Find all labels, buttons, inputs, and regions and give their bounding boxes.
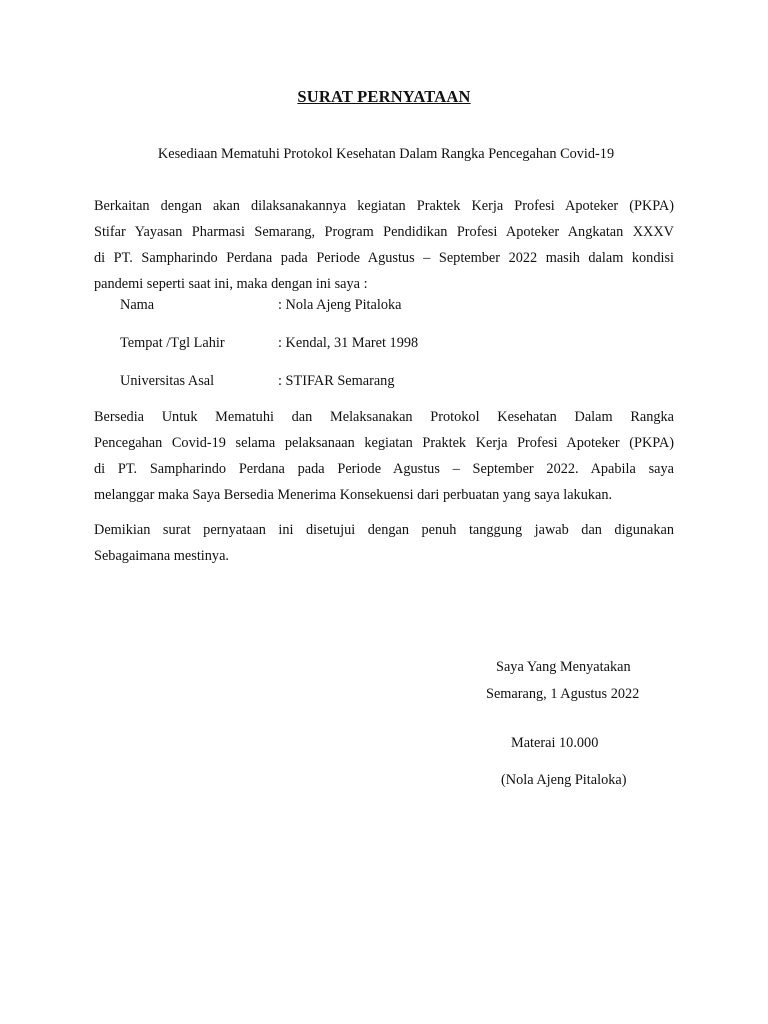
field-value: : Kendal, 31 Maret 1998 [278,335,419,351]
document-title: SURAT PERNYATAAN [297,87,471,106]
signature-name: (Nola Ajeng Pitaloka) [501,772,627,788]
field-value: : STIFAR Semarang [278,373,395,389]
paragraph-line: pandemi seperti saat ini, maka dengan ini saya : [94,276,368,292]
paragraph-line: di PT. Sampharindo Perdana pada Periode Agustus – September 2022 masih dalam kondisi [94,250,674,266]
paragraph-line: Demikian surat pernyataan ini disetujui dengan penuh tanggung jawab dan digunakan [94,522,674,538]
paragraph-line: Bersedia Untuk Mematuhi dan Melaksanakan Protokol Kesehatan Dalam Rangka [94,409,674,425]
document-subtitle: Kesediaan Mematuhi Protokol Kesehatan Dalam Rangka Pencegahan Covid-19 [157,146,615,162]
paragraph-line: Sebagaimana mestinya. [94,548,229,564]
paragraph-closing [94,517,674,569]
field-value: : Nola Ajeng Pitaloka [278,297,402,313]
field-label: Universitas Asal [120,373,215,389]
signature-stamp: Materai 10.000 [511,735,599,751]
field-label: Nama [120,297,155,313]
signature-heading: Saya Yang Menyatakan [496,659,631,675]
paragraph-line: Berkaitan dengan akan dilaksanakannya kegiatan Praktek Kerja Profesi Apoteker (PKPA) [94,198,674,214]
signature-place-date: Semarang, 1 Agustus 2022 [486,686,640,702]
paragraph-line: melanggar maka Saya Bersedia Menerima Konsekuensi dari perbuatan yang saya lakukan. [94,487,613,503]
paragraph-line: Pencegahan Covid-19 selama pelaksanaan kegiatan Praktek Kerja Profesi Apoteker (PKPA) [94,435,674,451]
paragraph-intro [94,193,674,297]
paragraph-line: Stifar Yayasan Pharmasi Semarang, Program Pendidikan Profesi Apoteker Angkatan XXXV [94,224,674,240]
field-label: Tempat /Tgl Lahir [120,335,225,351]
paragraph-commitment [94,404,674,508]
paragraph-line: di PT. Sampharindo Perdana pada Periode Agustus – September 2022. Apabila saya [94,461,674,477]
